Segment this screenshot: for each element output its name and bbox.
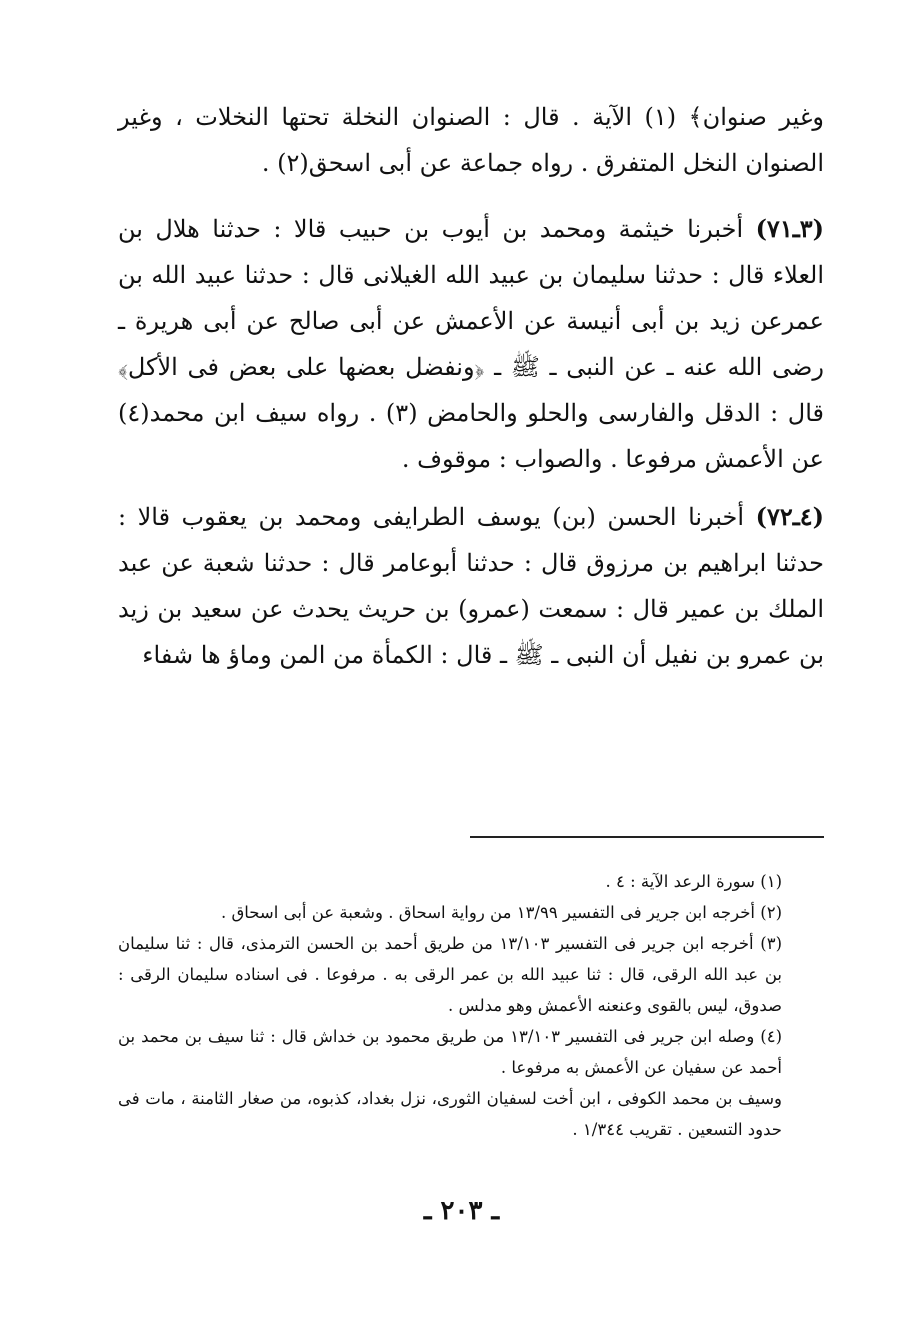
footnote-1: (١) سورة الرعد الآية : ٤ . bbox=[605, 872, 782, 891]
footnote-separator bbox=[470, 836, 824, 838]
hadith-72 bbox=[118, 494, 824, 678]
paragraph-continuation bbox=[118, 94, 824, 186]
hadith-number: (٣ـ٧١) bbox=[755, 214, 824, 243]
hadith-text: أخبرنا خيثمة ومحمد بن أيوب بن حبيب قالا : حدثنا هلال بن العلاء قال : حدثنا سليمان بن عبيد الله الغيلانى قال : حدثنا عبيد الله بن عمرعن زيد بن أبى أنيسة عن الأعمش عن أبى صالح عن أبى هريرة ـ رضى الله عنه ـ عن النبى ـ ﷺ ـ ﴿ونفضل بعضها على بعض فى الأكل﴾ قال : الدقل والفارسى والحلو والحامض (٣) . رواه سيف ابن محمد(٤) عن الأعمش مرفوعا . والصواب : موقوف . bbox=[118, 215, 824, 473]
hadith-number: (٤ـ٧٢) bbox=[755, 502, 824, 531]
footnote-4: (٤) وصله ابن جرير فى التفسير ١٣/١٠٣ من طريق محمود بن خداش قال : ثنا سيف بن محمد بن أحمد عن سفيان عن الأعمش به مرفوعا . bbox=[118, 1027, 782, 1077]
page-number: ـ ٢٠٣ ـ bbox=[423, 1196, 500, 1226]
hadith-71 bbox=[118, 206, 824, 482]
footnote-5: وسيف بن محمد الكوفى ، ابن أخت لسفيان الثورى، نزل بغداد، كذبوه، من صغار الثامنة ، مات فى حدود التسعين . تقريب ١/٣٤٤ . bbox=[118, 1089, 782, 1139]
hadith-text: أخبرنا الحسن (بن) يوسف الطرايفى ومحمد بن يعقوب قالا : حدثنا ابراهيم بن مرزوق قال : حدثنا أبوعامر قال : حدثنا شعبة عن عبد الملك بن عمير قال : سمعت (عمرو) بن حريث يحدث عن سعيد بن زيد بن عمرو بن نفيل أن النبى ـ ﷺ ـ قال : الكمأة من المن وماؤ ها شفاء bbox=[118, 503, 824, 669]
paragraph-text: وغير صنوان﴾ (١) الآية . قال : الصنوان النخلة تحتها النخلات ، وغير الصنوان النخل المتفرق . رواه جماعة عن أبى اسحق(٢) . bbox=[118, 103, 824, 177]
footnote-3: (٣) أخرجه ابن جرير فى التفسير ١٣/١٠٣ من طريق أحمد بن الحسن الترمذى، قال : ثنا سليمان بن عبد الله الرقى، قال : ثنا عبيد الله بن عمر الرقى به . مرفوعا . فى اسناده سليمان الرقى : صدوق، ليس بالقوى وعنعنه الأعمش وهو مدلس . bbox=[118, 934, 782, 1015]
footnotes bbox=[118, 866, 824, 1145]
footnote-2: (٢) أخرجه ابن جرير فى التفسير ١٣/٩٩ من رواية اسحاق . وشعبة عن أبى اسحاق . bbox=[220, 903, 782, 922]
